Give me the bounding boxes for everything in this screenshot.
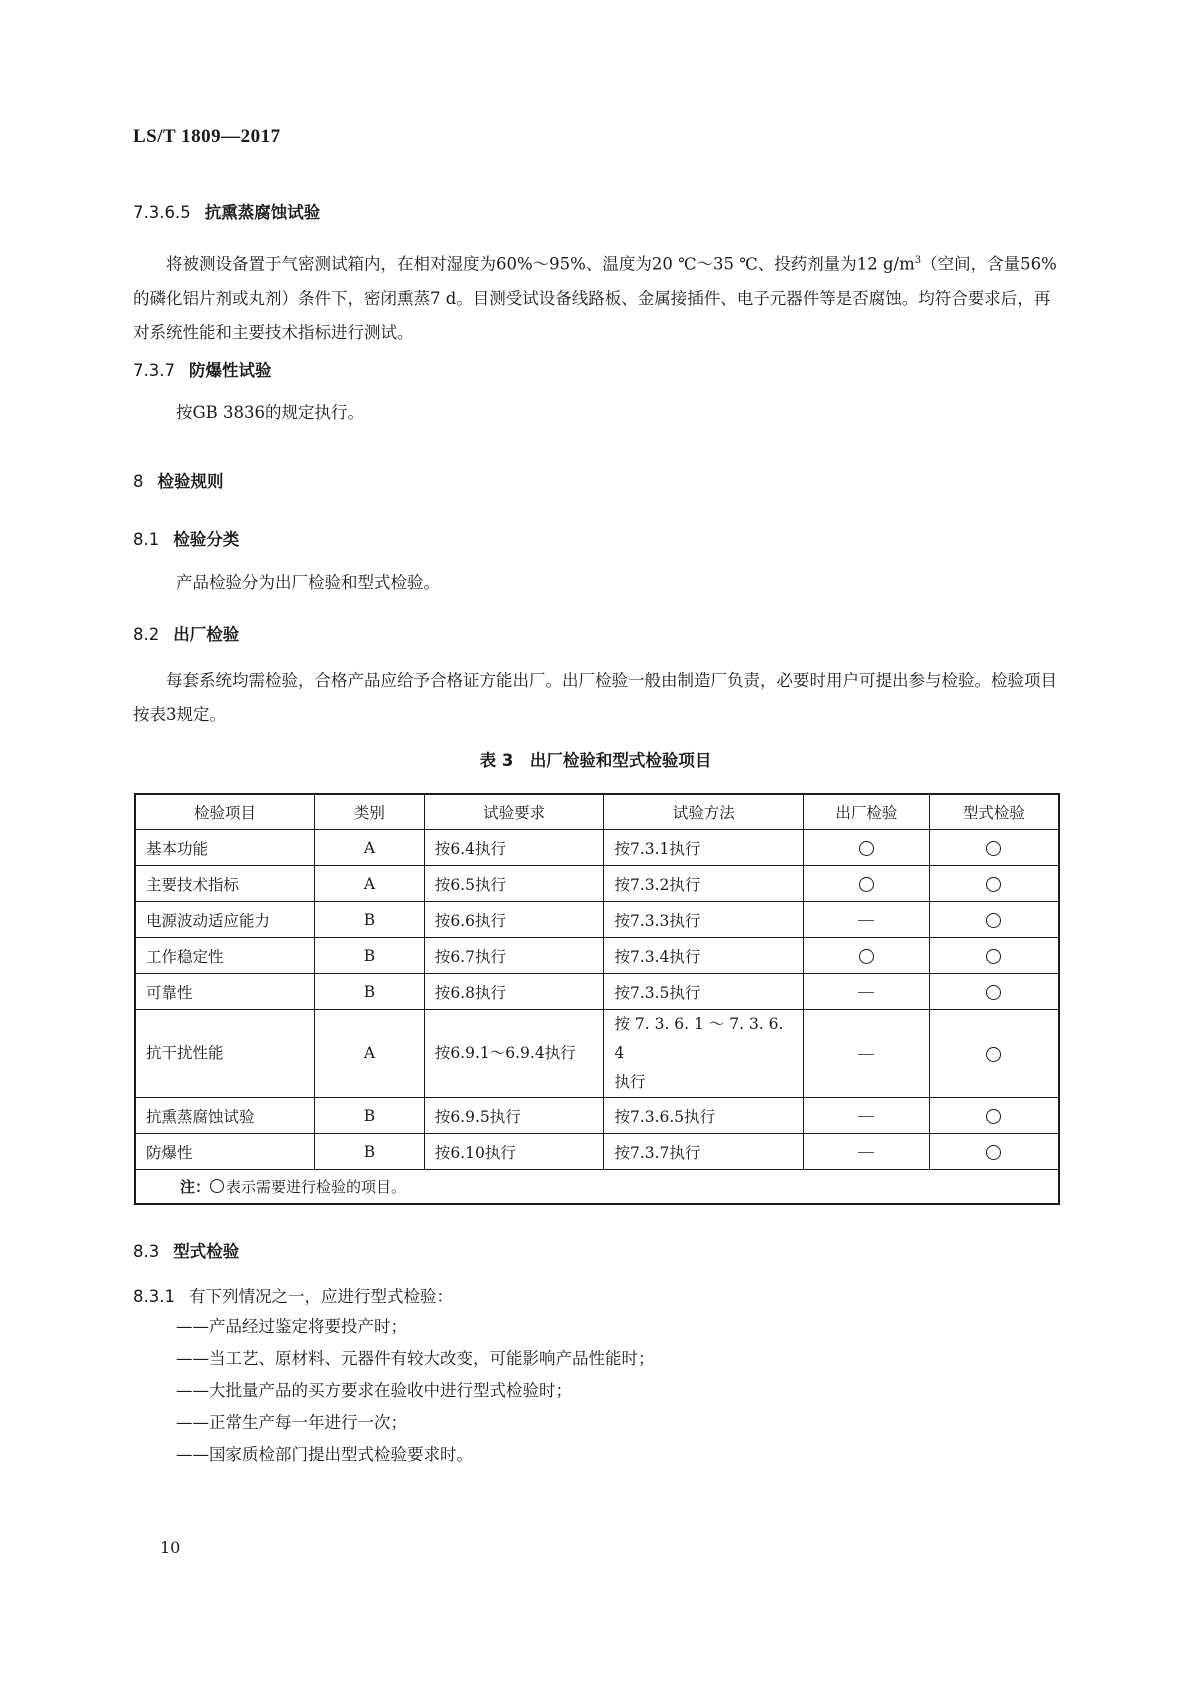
section-title: 检验分类 [173,530,240,549]
factory-check-cell [804,830,930,866]
para-text-b: （空间，含量56%的磷化铝片剂或丸剂）条件下，密闭熏蒸7 d。目测受试设备线路板、金属接插件、电子元器件等是否腐蚀。均符合要求后，再对系统性能和主要技术指标进行测试。 [133,254,1057,342]
method-cell: 按7.3.2执行 [604,866,804,902]
type-check-cell [929,974,1059,1010]
method-cell [604,1010,804,1098]
condition-list [176,1311,655,1471]
list-item: ——国家质检部门提出型式检验要求时。 [176,1445,473,1464]
method-cell: 按7.3.1执行 [604,830,804,866]
circle-mark-icon [210,1179,224,1193]
note-label: 注： [180,1178,211,1196]
section-number: 8.1 [133,530,160,549]
requirement-cell: 按6.10执行 [424,1134,604,1170]
factory-check-cell [804,1134,930,1170]
requirement-cell: 按6.4执行 [424,830,604,866]
column-header: 型式检验 [929,794,1059,830]
factory-check-cell [804,938,930,974]
type-check-cell [929,866,1059,902]
requirement-cell: 按6.8执行 [424,974,604,1010]
method-cell: 按7.3.5执行 [604,974,804,1010]
table-row [135,938,1059,974]
table-header-row [135,794,1059,830]
category-cell: B [315,1134,425,1170]
list-item: ——大批量产品的买方要求在验收中进行型式检验时； [176,1381,572,1400]
chapter-title: 检验规则 [157,472,224,491]
type-check-cell [929,938,1059,974]
note-text: 表示需要进行检验的项目。 [226,1178,407,1196]
list-item: ——正常生产每一年进行一次； [176,1413,407,1432]
section-8-1-heading [133,526,239,550]
requirement-cell: 按6.9.5执行 [424,1098,604,1134]
intro-text: 有下列情况之一，应进行型式检验： [188,1287,453,1306]
category-cell: B [315,938,425,974]
dash-mark-icon [858,1152,874,1153]
item-cell: 可靠性 [135,974,315,1010]
column-header: 试验方法 [604,794,804,830]
type-check-cell [929,1134,1059,1170]
method-cell: 按7.3.6.5执行 [604,1098,804,1134]
factory-check-cell [804,974,930,1010]
type-check-cell [929,830,1059,866]
table-row [135,1134,1059,1170]
superscript: 3 [914,255,922,266]
table-note [135,1170,1059,1205]
dash-mark-icon [858,920,874,921]
item-cell: 工作稳定性 [135,938,315,974]
dash-mark-icon [858,1116,874,1117]
dash-mark-icon [858,1054,874,1055]
method-cell: 按7.3.3执行 [604,902,804,938]
requirement-cell: 按6.6执行 [424,902,604,938]
circle-mark-icon [986,877,1001,892]
table-note-row [135,1170,1059,1205]
category-cell: A [315,866,425,902]
type-check-cell [929,1098,1059,1134]
table-row [135,866,1059,902]
list-item: ——当工艺、原材料、元器件有较大改变，可能影响产品性能时； [176,1349,655,1368]
page-number: 10 [160,1538,181,1557]
category-cell: B [315,902,425,938]
circle-mark-icon [859,949,874,964]
type-check-cell [929,1010,1059,1098]
factory-check-cell [804,1098,930,1134]
item-cell: 基本功能 [135,830,315,866]
column-header: 试验要求 [424,794,604,830]
section-title: 出厂检验 [173,625,240,644]
circle-mark-icon [986,1109,1001,1124]
section-number: 8.3 [133,1242,160,1261]
section-8-1-paragraph: 产品检验分为出厂检验和型式检验。 [176,573,440,592]
requirement-cell: 按6.5执行 [424,866,604,902]
table-row [135,974,1059,1010]
factory-check-cell [804,1010,930,1098]
table-row [135,902,1059,938]
section-7-3-6-5-heading [133,199,320,223]
item-cell: 抗熏蒸腐蚀试验 [135,1098,315,1134]
method-cell: 按7.3.4执行 [604,938,804,974]
circle-mark-icon [986,1047,1001,1062]
column-header: 出厂检验 [804,794,930,830]
circle-mark-icon [859,877,874,892]
dash-mark-icon [858,992,874,993]
section-title: 抗熏蒸腐蚀试验 [204,203,321,222]
standard-code: LS/T 1809—2017 [133,126,281,147]
circle-mark-icon [859,841,874,856]
section-number: 8.3.1 [133,1287,175,1306]
table-row [135,1098,1059,1134]
method-line: 执行 [614,1073,646,1091]
category-cell: A [315,1010,425,1098]
type-check-cell [929,902,1059,938]
factory-check-cell [804,866,930,902]
circle-mark-icon [986,841,1001,856]
circle-mark-icon [986,949,1001,964]
section-8-2-heading [133,621,239,645]
table-caption: 表 3 出厂检验和型式检验项目 [479,751,712,770]
table-row [135,1010,1059,1098]
section-number: 7.3.7 [133,361,175,380]
circle-mark-icon [986,913,1001,928]
section-number: 8.2 [133,625,160,644]
section-8-3-1-intro [133,1280,453,1314]
circle-mark-icon [986,1145,1001,1160]
factory-check-cell [804,902,930,938]
method-cell: 按7.3.7执行 [604,1134,804,1170]
section-title: 型式检验 [173,1242,240,1261]
section-title: 防爆性试验 [188,361,272,380]
section-8-2-paragraph: 每套系统均需检验，合格产品应给予合格证方能出厂。出厂检验一般由制造厂负责，必要时用户可提出参与检验。检验项目按表3规定。 [133,671,1057,724]
item-cell: 主要技术指标 [135,866,315,902]
column-header: 检验项目 [135,794,315,830]
section-7-3-6-5-paragraph [133,244,1059,350]
requirement-cell: 按6.7执行 [424,938,604,974]
circle-mark-icon [986,985,1001,1000]
list-item: ——产品经过鉴定将要投产时； [176,1317,407,1336]
section-7-3-7-paragraph: 按GB 3836的规定执行。 [176,403,365,422]
section-8-3-heading [133,1238,239,1262]
chapter-8-heading [133,468,224,492]
column-header: 类别 [315,794,425,830]
table-row [135,830,1059,866]
chapter-number: 8 [133,472,144,491]
item-cell: 防爆性 [135,1134,315,1170]
category-cell: B [315,974,425,1010]
method-line: 按 7. 3. 6. 1 ～ 7. 3. 6. 4 [614,1015,784,1062]
section-number: 7.3.6.5 [133,203,191,222]
requirement-cell: 按6.9.1～6.9.4执行 [424,1010,604,1098]
category-cell: A [315,830,425,866]
para-text-a: 将被测设备置于气密测试箱内，在相对湿度为60%～95%、温度为20 ℃～35 ℃、投药剂量为12 g/m [166,254,915,274]
section-7-3-7-heading [133,357,271,381]
inspection-items-table [134,793,1060,1205]
category-cell: B [315,1098,425,1134]
item-cell: 电源波动适应能力 [135,902,315,938]
item-cell: 抗干扰性能 [135,1010,315,1098]
